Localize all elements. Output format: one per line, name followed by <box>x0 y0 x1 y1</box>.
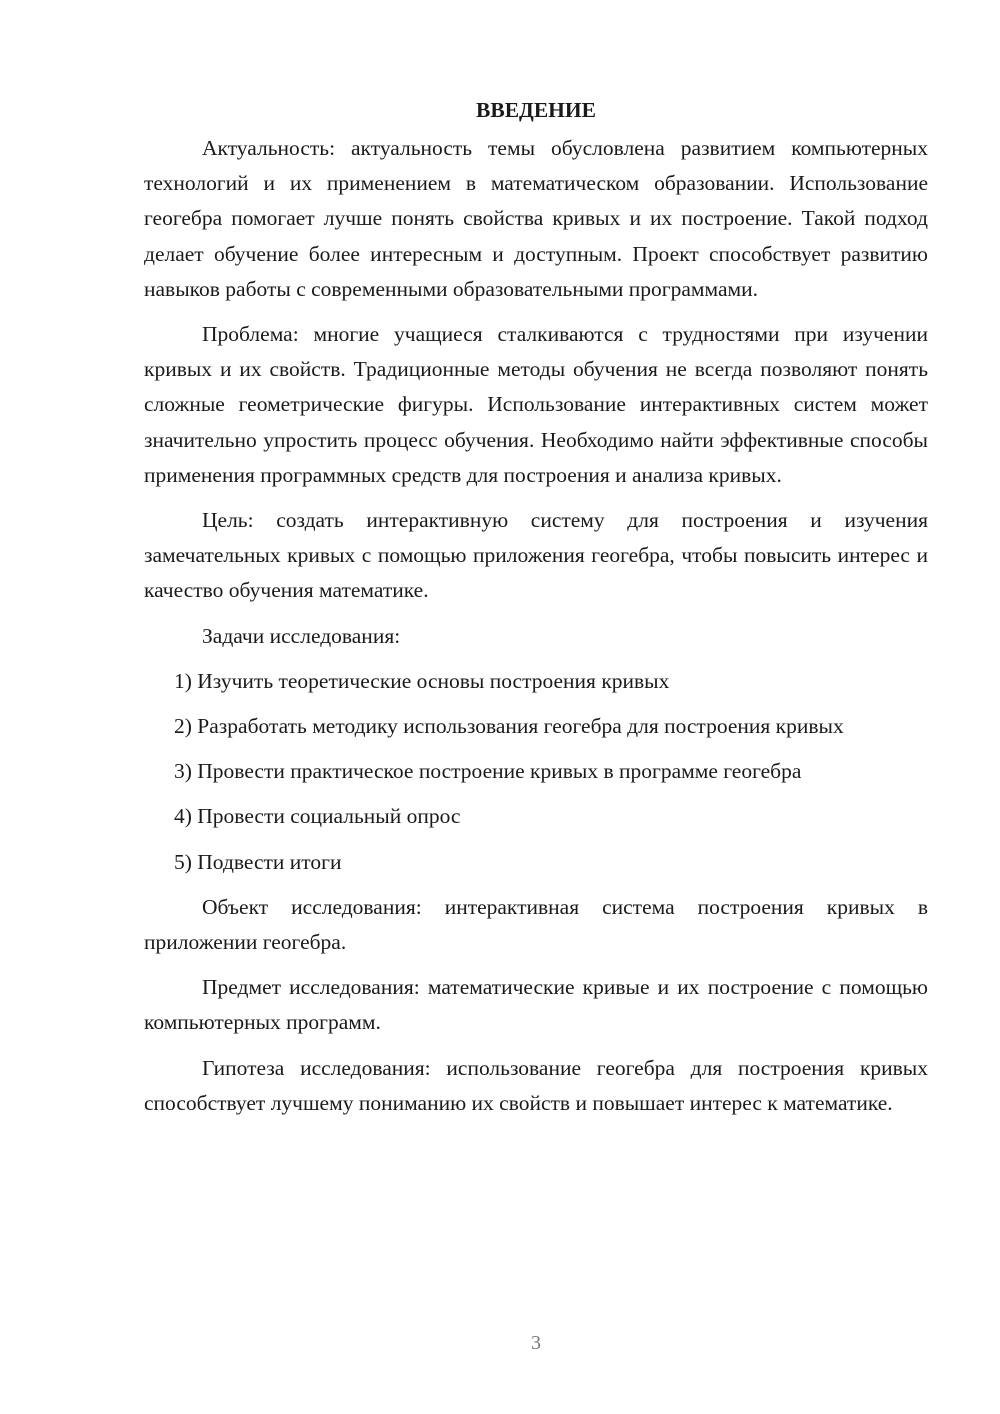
relevance-paragraph: Актуальность: актуальность темы обусловлена развитием компьютерных технологий и их применением в математическом образовании. Использование геогебра помогает лучше понять свойства кривых и их построение. Такой подход делает обучение более интересным и доступным. Проект способствует развитию навыков работы с современными образовательными программами. <box>144 136 928 301</box>
problem-paragraph: Проблема: многие учащиеся сталкиваются с трудностями при изучении кривых и их свойств. Традиционные методы обучения не всегда позволяют понять сложные геометрические фигуры. Использование интерактивных систем может значительно упростить процесс обучения. Необходимо найти эффективные способы применения программных средств для построения и анализа кривых. <box>144 322 928 487</box>
goal-paragraph: Цель: создать интерактивную систему для построения и изучения замечательных кривых с помощью приложения геогебра, чтобы повысить интерес и качество обучения математике. <box>144 508 928 603</box>
task-item-2: 2) Разработать методику использования геогебра для построения кривых <box>174 714 844 739</box>
task-item-5: 5) Подвести итоги <box>174 849 342 874</box>
subject-paragraph: Предмет исследования: математические кривые и их построение с помощью компьютерных программ. <box>144 975 928 1035</box>
task-item-3: 3) Провести практическое построение кривых в программе геогебра <box>174 759 802 784</box>
page-title: ВВЕДЕНИЕ <box>476 98 596 122</box>
task-item-4: 4) Провести социальный опрос <box>174 804 461 829</box>
task-item-1: 1) Изучить теоретические основы построения кривых <box>174 668 670 693</box>
hypothesis-paragraph: Гипотеза исследования: использование геогебра для построения кривых способствует лучшему пониманию их свойств и повышает интерес к математике. <box>144 1055 928 1115</box>
page-content <box>144 92 928 1131</box>
page-number: 3 <box>531 1332 541 1354</box>
object-paragraph: Объект исследования: интерактивная система построения кривых в приложении геогебра. <box>144 894 928 955</box>
tasks-heading: Задачи исследования: <box>202 623 401 648</box>
